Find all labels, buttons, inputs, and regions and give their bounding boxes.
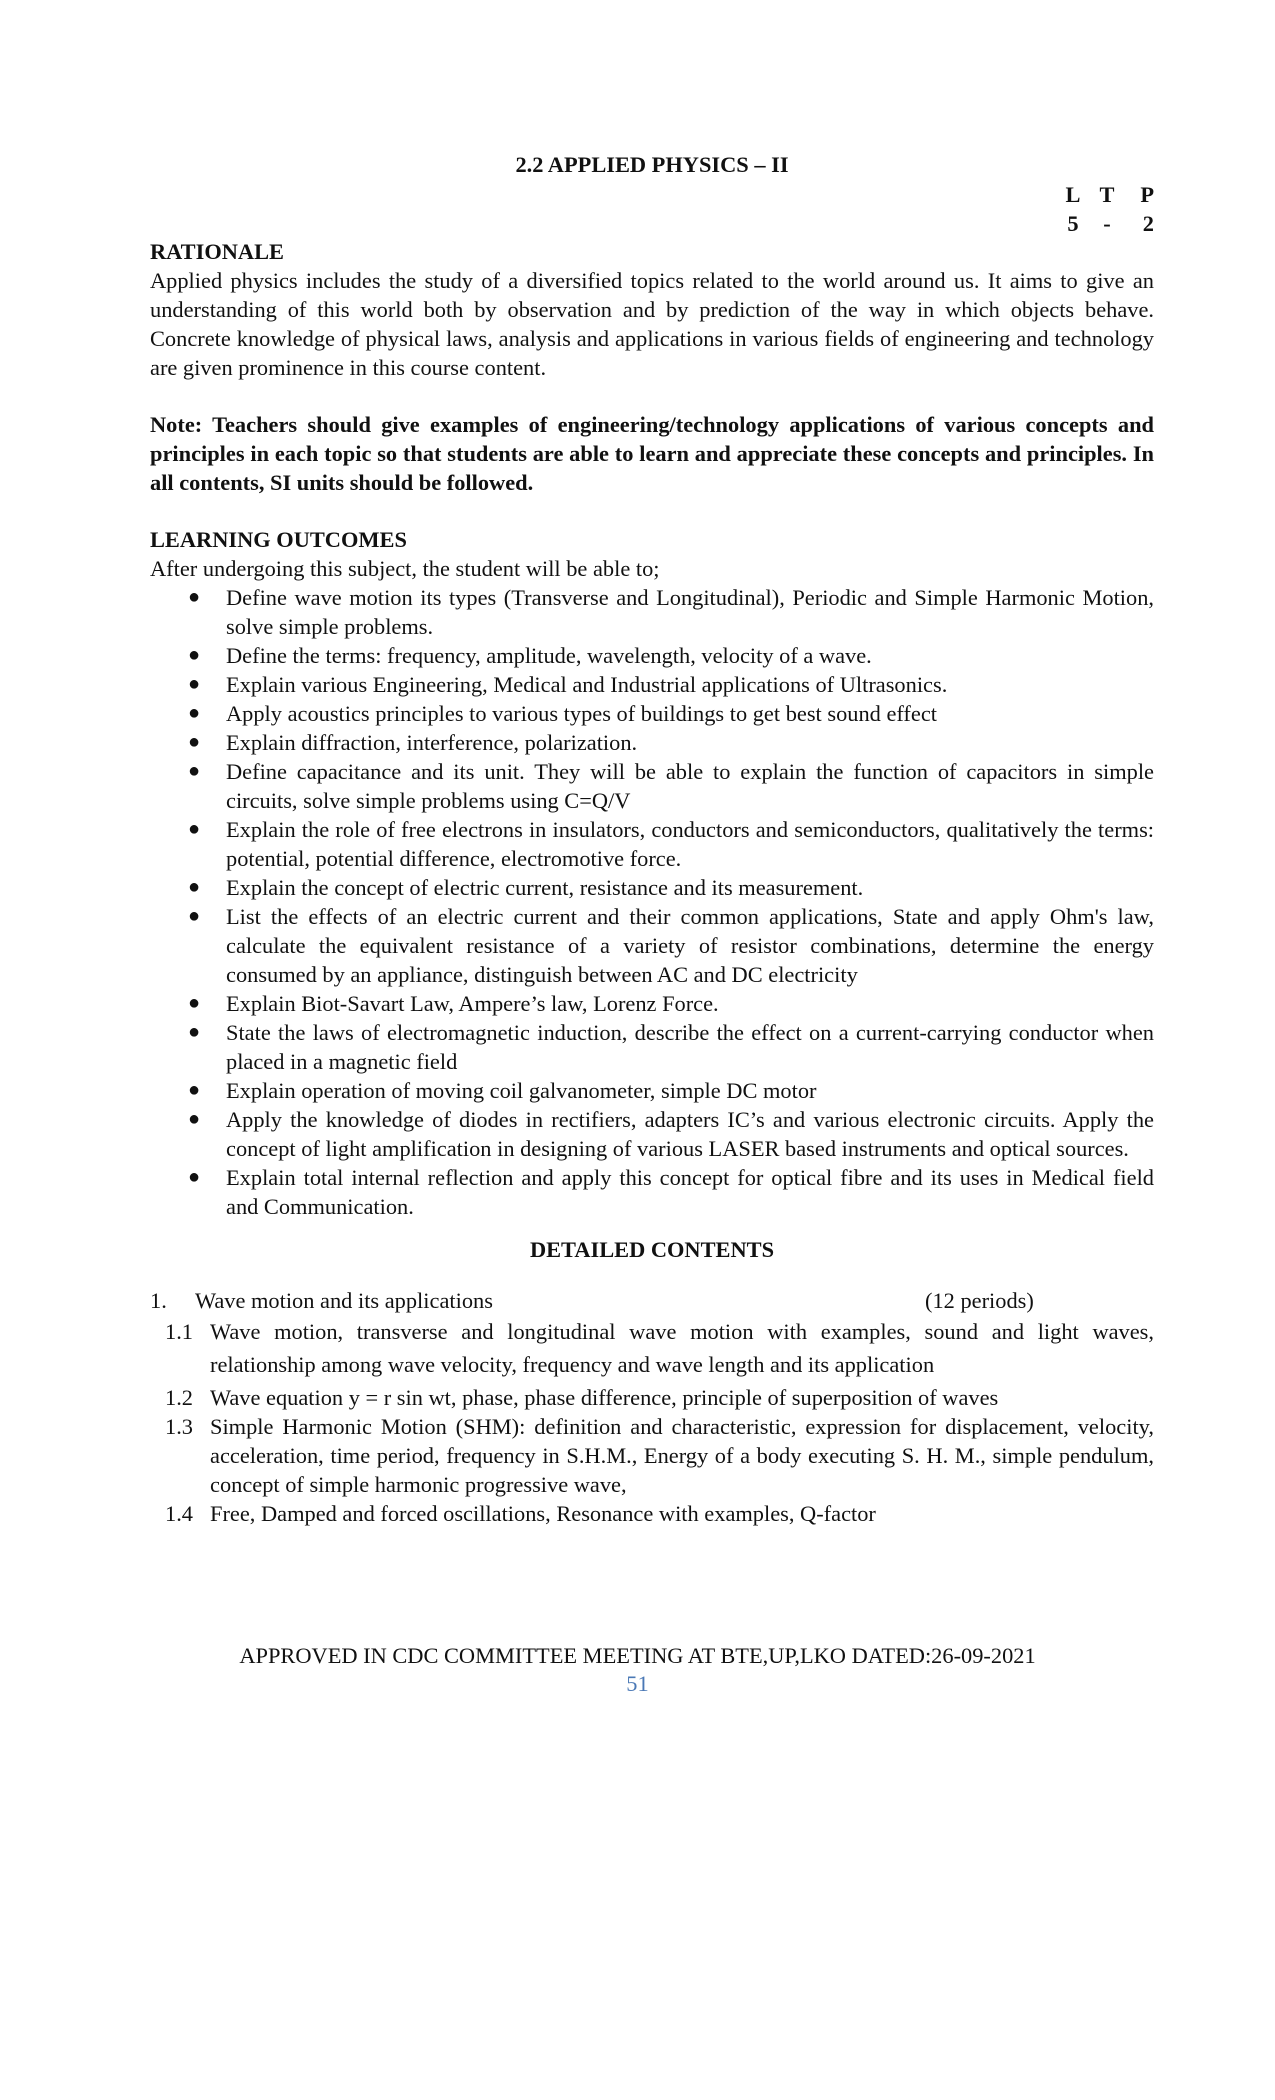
unit-periods: (12 periods) [925,1288,1034,1313]
document-page [150,150,1154,1528]
subtopic-number: 1.2 [165,1385,193,1410]
list-item: ● Define wave motion its types (Transverse and Longitudinal), Periodic and Simple Harmonic Motion, solve simple problems. [188,585,1154,639]
list-item: ● Apply acoustics principles to various types of buildings to get best sound effect [188,701,937,726]
bullet-icon: ● [188,673,201,695]
bullet-icon: ● [188,992,201,1014]
learning-outcomes-intro: After undergoing this subject, the student will be able to; [150,556,660,581]
bullet-icon: ● [188,876,201,898]
ltp-label-l: L [1065,182,1081,207]
list-item: ● Explain operation of moving coil galvanometer, simple DC motor [188,1078,817,1103]
unit-number: 1. [150,1288,167,1313]
bullet-icon: ● [188,1021,201,1043]
subtopic-text: Simple Harmonic Motion (SHM): definition and characteristic, expression for displacement, velocity, acceleration, time period, frequency in S.H.M., Energy of a body executing S. H. M., simple pendulum, concept of simple harmonic progressive wave, [210,1414,1154,1497]
subtopic-number: 1.4 [165,1501,193,1526]
list-item: ● Explain the concept of electric current, resistance and its measurement. [188,875,864,900]
ltp-label-t: T [1099,182,1115,207]
subtopic-item [150,1383,1154,1412]
learning-outcomes-list [150,583,1154,1221]
detailed-contents-heading: DETAILED CONTENTS [529,1237,775,1262]
ltp-value-t: - [1103,211,1111,236]
course-title: 2.2 APPLIED PHYSICS – II [515,152,789,177]
list-item: ● Explain diffraction, interference, polarization. [188,730,638,755]
list-item: ● Explain various Engineering, Medical and Industrial applications of Ultrasonics. [188,672,948,697]
ltp-values-row [1056,209,1154,238]
list-item: ● Apply the knowledge of diodes in rectifiers, adapters IC’s and various electronic circuits. Apply the concept of light amplification in designing of various LASER based instruments and optical sources. [188,1107,1154,1161]
subtopic-item [150,1315,1154,1381]
bullet-icon: ● [188,1166,201,1188]
list-item: ● State the laws of electromagnetic induction, describe the effect on a current-carrying conductor when placed in a magnetic field [188,1020,1154,1074]
rationale-text: Applied physics includes the study of a diversified topics related to the world around us. It aims to give an understanding of this world both by observation and by prediction of the way in which objects behave. Concrete knowledge of physical laws, analysis and applications in various fields of engineering and technology are given prominence in this course content. [150,268,1154,380]
subtopic-item [150,1412,1154,1499]
unit-heading [150,1286,1154,1315]
page-footer [0,1642,1275,1698]
list-item: ● Define the terms: frequency, amplitude, wavelength, velocity of a wave. [188,643,872,668]
subtopic-number: 1.3 [165,1414,193,1439]
list-item: ● Define capacitance and its unit. They will be able to explain the function of capacitors in simple circuits, solve simple problems using C=Q/V [188,759,1154,813]
ltp-table [1056,180,1154,238]
bullet-icon: ● [188,818,201,840]
bullet-icon: ● [188,702,201,724]
page-number: 51 [626,1671,649,1696]
unit-title: Wave motion and its applications [195,1288,493,1313]
bullet-icon: ● [188,1108,201,1130]
list-item: ● Explain Biot-Savart Law, Ampere’s law, Lorenz Force. [188,991,719,1016]
ltp-value-p: 2 [1142,211,1154,236]
bullet-icon: ● [188,905,201,927]
rationale-heading: RATIONALE [150,239,284,264]
teacher-note: Note: Teachers should give examples of engineering/technology applications of various concepts and principles in each topic so that students are able to learn and appreciate these concepts and principles. In all contents, SI units should be followed. [150,412,1154,495]
subtopic-item [150,1499,1154,1528]
bullet-icon: ● [188,760,201,782]
bullet-icon: ● [188,586,201,608]
ltp-labels-row [1056,180,1154,209]
bullet-icon: ● [188,731,201,753]
list-item: ● Explain the role of free electrons in insulators, conductors and semiconductors, qualitatively the terms: potential, potential difference, electromotive force. [188,817,1154,871]
subtopic-number: 1.1 [165,1319,193,1344]
bullet-icon: ● [188,644,201,666]
subtopic-text: Wave equation y = r sin wt, phase, phase difference, principle of superposition of waves [210,1385,999,1410]
bullet-icon: ● [188,1079,201,1101]
list-item: ● Explain total internal reflection and apply this concept for optical fibre and its uses in Medical field and Communication. [188,1165,1154,1219]
ltp-value-l: 5 [1067,211,1079,236]
ltp-label-p: P [1140,182,1154,207]
list-item: ● List the effects of an electric current and their common applications, State and apply Ohm's law, calculate the equivalent resistance of a variety of resistor combinations, determine the energy consumed by an appliance, distinguish between AC and DC electricity [188,904,1154,987]
subtopic-text: Wave motion, transverse and longitudinal wave motion with examples, sound and light waves, relationship among wave velocity, frequency and wave length and its application [210,1319,1154,1377]
approval-note: APPROVED IN CDC COMMITTEE MEETING AT BTE,UP,LKO DATED:26-09-2021 [239,1643,1036,1668]
subtopic-text: Free, Damped and forced oscillations, Resonance with examples, Q-factor [210,1501,876,1526]
learning-outcomes-heading: LEARNING OUTCOMES [150,527,407,552]
